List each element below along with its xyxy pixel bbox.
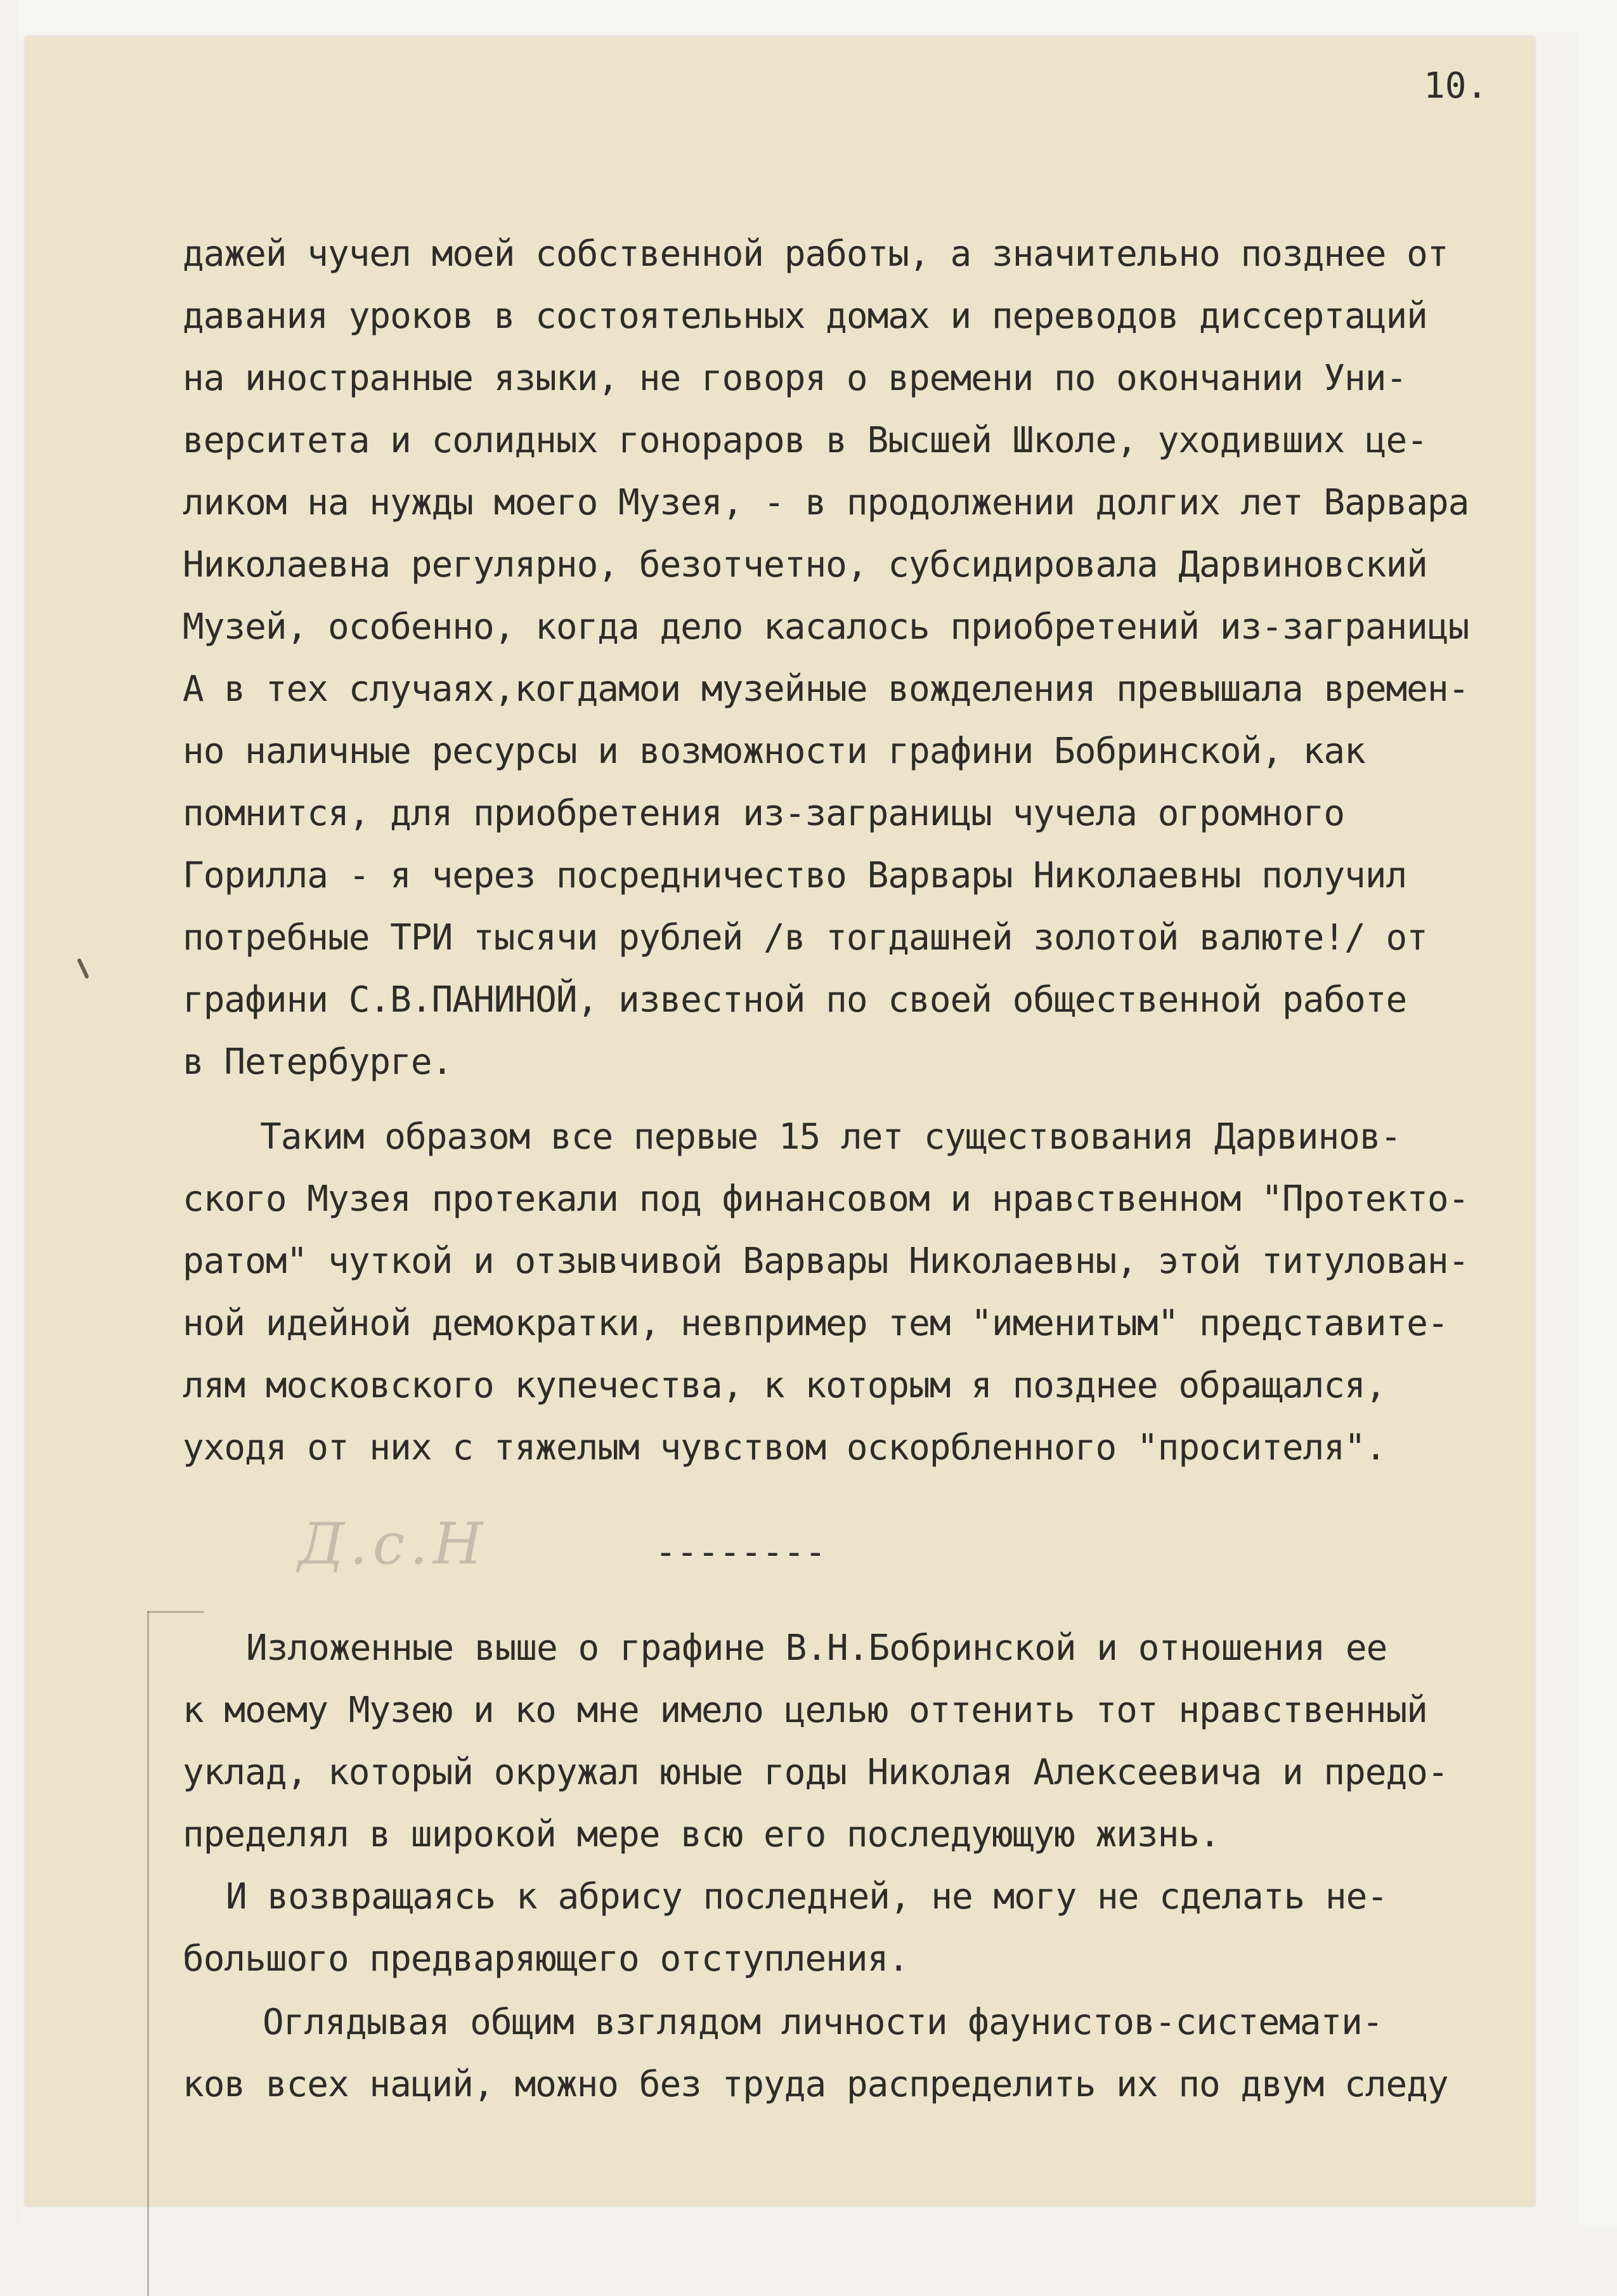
pencil-margin-tick [147, 1611, 204, 1613]
text-line: уходя от них с тяжелым чувством оскорбленного "просителя". [183, 1427, 1386, 1468]
text-line: ной идейной демократки, невпример тем "именитым" представите- [183, 1303, 1448, 1344]
section-separator: -------- [655, 1532, 826, 1573]
paragraph-4 [183, 1866, 1387, 1990]
text-line: лям московского купечества, к которым я позднее обращался, [183, 1365, 1386, 1406]
text-line: Горилла - я через посредничество Варвары Николаевны получил [183, 855, 1407, 896]
text-line: И возвращаясь к абрису последней, не могу не сделать не- [226, 1876, 1388, 1917]
text-line: Таким образом все первые 15 лет существования Дарвинов- [260, 1116, 1401, 1158]
text-line: Николаевна регулярно, безотчетно, субсидировала Дарвиновский [183, 544, 1427, 585]
page-number: 10. [1424, 65, 1488, 107]
text-line: к моему Музею и ко мне имело целью оттенить тот нравственный [183, 1690, 1427, 1731]
svg-text:Д.с.Н: Д.с.Н [298, 1511, 488, 1577]
text-line: на иностранные языки, не говоря о времени по окончании Уни- [183, 358, 1407, 399]
text-line: ратом" чуткой и отзывчивой Варвары Николаевны, этой титулован- [183, 1241, 1469, 1282]
paragraph-2 [183, 1106, 1469, 1479]
paragraph-3 [183, 1617, 1448, 1866]
scan-margin-left [0, 0, 19, 2226]
text-line: ского Музея протекали под финансовом и нравственном "Протекто- [183, 1178, 1469, 1220]
paragraph-1 [183, 223, 1469, 1093]
scan-margin-right [1579, 0, 1617, 2226]
text-line: графини С.В.ПАНИНОЙ, известной по своей общественной работе [183, 979, 1407, 1021]
text-line: пределял в широкой мере всю его последующую жизнь. [183, 1814, 1220, 1855]
text-line: Оглядывая общим взглядом личности фаунистов-системати- [263, 2002, 1383, 2043]
text-line: А в тех случаях,когдамои музейные вожделения превышала времен- [183, 669, 1469, 710]
text-line: уклад, который окружал юные годы Николая Алексеевича и предо- [183, 1752, 1448, 1793]
text-line: в Петербурге. [183, 1041, 453, 1083]
pencil-margin-line [147, 1611, 149, 2296]
paragraph-5 [183, 1992, 1448, 2116]
text-line: помнится, для приобретения из-заграницы чучела огромного [183, 793, 1345, 834]
text-line: дажей чучел моей собственной работы, а значительно позднее от [183, 233, 1448, 275]
text-line: ков всех наций, можно без труда распределить их по двум следу [183, 2064, 1448, 2105]
text-line: большого предваряющего отступления. [183, 1938, 909, 1980]
text-line: верситета и солидных гонораров в Высшей Школе, уходивших це- [183, 420, 1427, 461]
text-line: давания уроков в состоятельных домах и переводов диссертаций [183, 296, 1427, 337]
text-line: потребные ТРИ тысячи рублей /в тогдашней золотой валюте!/ от [183, 917, 1427, 958]
scan-margin-top [0, 0, 1617, 32]
text-line: Музей, особенно, когда дело касалось приобретений из-заграницы [183, 606, 1469, 648]
text-line: но наличные ресурсы и возможности графини Бобринской, как [183, 731, 1365, 772]
text-line: ликом на нужды моего Музея, - в продолжении долгих лет Варвара [183, 482, 1469, 523]
text-line: Изложенные выше о графине В.Н.Бобринской и отношения ее [246, 1627, 1387, 1669]
